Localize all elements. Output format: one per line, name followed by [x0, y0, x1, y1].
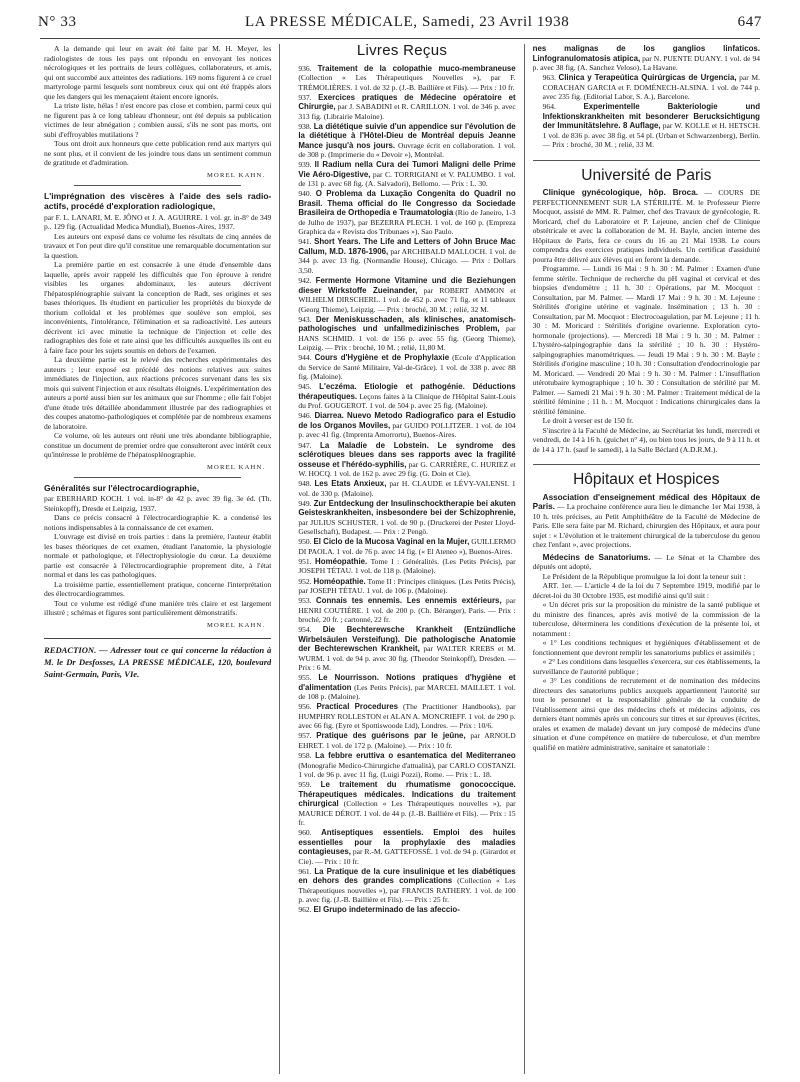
book-title: La Pratique de la cure insulinique et les diabétiques en dehors des grandes complications: [298, 866, 516, 886]
column-2: [288, 44, 515, 1074]
book-details: (Ecole d'Application du Service de Santé Militaire, Val-de-Grâce). 1 vol. de 338 p. avec 88 fig. (Maloine).: [298, 353, 516, 382]
book-details: (Collection « Les Thérapeutiques Nouvelles »), par F. TRÉMOLIÈRES. 1 vol. de 32 p. (J.-B. Baillière et Fils). — Prix : 10 fr.: [298, 73, 516, 92]
book-title: Traitement de la colopathie muco-membraneuse: [317, 63, 516, 73]
book-title: Homéopathie.: [313, 576, 366, 586]
book-details: (Les Petits Précis), par MARCEL MAILLET. 1 vol. de 108 p. (Maloine).: [298, 682, 516, 702]
paragraph: « 2° Les conditions dans lesquelles s'exercera, sur ces établissements, la surveillance de l'autorité publique ;: [532, 657, 760, 676]
book-title: Fermente Hormone Vitamine und die Beziehungen dieser Wirkstoffe Zueinander,: [298, 276, 516, 295]
book-title: El Grupo indeterminado de las afeccio-: [313, 905, 460, 915]
book-entry: [288, 189, 515, 237]
book-details: par WALTER KREBS et M. WURM. 1 vol. de 94 p. avec 30 fig. (Theodor Steinkopff), Dresden. — Prix : 6 M.: [298, 644, 516, 673]
book-entry: [288, 315, 515, 353]
paragraph: « Un décret pris sur la proposition du ministre de la santé publique et du ministre des finances, après avis motivé de la commission de la tuberculose, déterminera les conditions d'exécution de la présente loi, et notamment :: [532, 600, 760, 638]
columns: [44, 44, 760, 1074]
book-title: Der Meniskusschaden, als klinisches, anatomisch-pathologisches und unfallmedizinisches Problem,: [298, 314, 516, 334]
book-details: par W. KOLLE et H. HETSCH. 1 vol. de 836 p. avec 38 fig. et 54 pl. (Urban et Schwarzenberg), Berlin. — Prix : broché, 30 M. ; relié, 33 M.: [542, 121, 760, 150]
column-separator: [524, 44, 525, 1074]
book-number: 953.: [298, 596, 312, 606]
signature: MOREL KAHN.: [206, 463, 266, 471]
book-title: Clinica y Terapeútica Quirúrgicas de Urgencia,: [558, 73, 737, 83]
book-number: 959.: [298, 780, 312, 790]
paragraph: Dans ce précis consacré à l'électrocardiographie K. a condensé les notions indispensables à la connaissance de cet examen.: [44, 513, 272, 532]
paragraph: Les auteurs ont exposé dans ce volume les résultats de cinq années de travaux et l'on peut dire qu'il constitue une remarquable documentation sur la question.: [44, 231, 272, 260]
book-details: (The Practitioner Handbooks), par HUMPHRY ROLLESTON et ALAN A. MONCRIEFF. 1 vol. de 290 p. avec 66 fig. (Eyre et Spottiswoode Ltd), Londres. — Prix : 10/6.: [298, 702, 516, 731]
paragraph: La deuxième partie est le relevé des recherches expérimentales des auteurs ; leur exposé est précédé des notions relatives aux suites immédiates de l'injection, aux réactions précoces survenant dans les six mois qui suivent l'injection et aux résultats éloignés. L'expérimentation des auteurs a porté aussi bien sur les animaux que sur l'homme ; elle fait l'objet d'une étude très détaillée abondamment illustrée par des radiographies et des coupes anatomo-pathologiques et complétée par de nombreux examens de laboratoire.: [44, 355, 272, 431]
book-entry: [288, 411, 515, 440]
book-title: O Problema da Luxação Congenita do Quadril no Brasil. Thema official do IIe Congresso da Sociedade Brasileira de Orthopedia e Traumatologia: [298, 189, 516, 218]
book-title: La febbre eruttiva o esantematica del Mediterraneo: [315, 751, 516, 761]
book-entry: [288, 353, 515, 382]
book-entry: [288, 780, 515, 828]
header-rule: [40, 38, 760, 39]
book-entry: [288, 479, 515, 498]
books-list: [533, 73, 760, 150]
book-entry: [533, 44, 760, 73]
book-details: par HANS SCHMID. 1 vol. de 156 p. avec 55 fig. (Georg Thieme), Leipzig. — Prix : broché, 10 M. ; relié, 11,80 M.: [298, 324, 516, 353]
book-number: 956.: [298, 702, 312, 712]
journal-title-date: [245, 14, 569, 31]
column-separator: [279, 44, 280, 1074]
book-details: par N. PUENTE DUANY. 1 vol. de 94 p. avec 38 fig. (A. Sanchez Veloso), La Havane.: [532, 53, 760, 72]
review-biblio: par F. L. LANARI, M. E. JÔNO et J. A. AGUIRRE. 1 vol. gr. in-8° de 349 p.. 129 fig. (Actualidad Medica Mundial), Buenos-Aires, 1937.: [44, 212, 272, 232]
book-entry: [288, 828, 515, 866]
paragraph: La première partie en est consacrée à une étude d'ensemble dans laquelle, après avoir rappelé les difficultés que l'on éprouve à rendre visibles les organes abdominaux, les auteurs décrivent l'hépatosplénographie suivant la conception de Radt, ses origines et ses bases théoriques. Ils étudient en particulier les propriétés du bioxyde de thorium colloïdal et les problèmes que soulève son emploi, ses inconvénients, l'intolérance, l'élimination et sa radioactivité. Les auteurs décrivent ici avec minutie la technique de l'injection et celle des radiographies des foie et rate ainsi que les difficultés auxquelles ils ont eu à faire face pour les sujets soumis en dehors de l'examen.: [44, 260, 272, 355]
page-number: 647: [737, 14, 762, 30]
paragraph: Ce volume, où les auteurs ont réuni une très abondante bibliographie, constitue un document de premier ordre que consulteront avec intérêt ceux qu'intéresse le problème de l'hépatosplénographie.: [44, 431, 272, 460]
book-details: Tome I : Généralités. (Les Petits Précis), par JOSEPH TÉTAU. 1 vol. de 118 p. (Maloine).: [298, 556, 516, 576]
paragraph: ART. 1er. — L'article 4 de la loi du 7 Septembre 1919, modifié par le décret-loi du 30 Octobre 1935, est modifié ainsi qu'il suit :: [532, 581, 760, 600]
column-3: [533, 44, 760, 1074]
book-details: (Monografie Medico-Chirurgiche d'attualità), par CARLO COSTANZI. 1 vol. de 96 p. avec 11 fig. (Luigi Pozzi), Rome. — Prix : L. 18.: [298, 760, 516, 780]
book-details: par M. CORACHAN GARCIA et F. DOMÉNECH-ALSINA. 1 vol. de 744 p. avec 235 fig. (Editorial Labor, S. A.), Barcelone.: [542, 73, 760, 102]
book-details: Ouvrage écrit en collaboration. 1 vol. de 308 p. (Imprimerie du « Devoir »), Montréal.: [298, 140, 516, 160]
subsection-title: Association d'enseignement médical des Hôpitaux de Paris.: [532, 492, 760, 512]
book-entry: [288, 673, 515, 702]
review-biblio: par EBERHARD KOCH. 1 vol. in-8° de 42 p. avec 39 fig. 3e éd. (Th. Steinkopff), Dresde et Leipzig, 1937.: [44, 494, 272, 513]
book-entry: [288, 499, 515, 537]
book-entry: [288, 905, 515, 915]
book-title: Zur Entdeckung der Insulinschocktherapie bei akuten Geisteskrankheiten, insbesondere bei der Schizophrenie,: [298, 498, 516, 518]
section-heading-hopitaux: Hôpitaux et Hospices: [533, 464, 760, 485]
paragraph: La triste liste, hélas ! n'est encore pas close et combien, parmi ceux qui ne figurent pas à ce long tableau d'honneur, ont été depuis sa publication victimes de leur abnégation ; combien aussi, s'ils ne sont pas morts, ont subi d'effroyables mutilations ?: [44, 101, 272, 139]
book-number: 951.: [298, 556, 312, 566]
book-number: 958.: [298, 751, 312, 761]
book-details: par R.-M. GATTEFOSSÉ. 1 vol. de 94 p. (Girardot et Cie). — Prix : 10 fr.: [298, 847, 516, 866]
paragraph: Le droit à verser est de 150 fr.: [542, 416, 634, 426]
book-entry: [288, 64, 515, 93]
signature: MOREL KAHN.: [206, 171, 266, 179]
book-number: 937.: [298, 92, 312, 102]
section-heading-livres-recus: Livres Reçus: [356, 44, 448, 59]
book-number: 940.: [298, 189, 312, 199]
review-title: L'imprégnation des viscères à l'aide des sels radio-actifs, procédé d'exploration radiologique,: [44, 191, 272, 212]
book-number: 939.: [298, 160, 312, 170]
book-title: Cours d'Hygiène et de Prophylaxie: [314, 353, 450, 363]
section-heading-universite: Université de Paris: [533, 160, 760, 181]
book-entry: [288, 702, 515, 731]
book-details: Tome II : Principes cliniques. (Les Petits Précis), par JOSEPH TÉTAU. 1 vol. de 106 p. (Maloine).: [298, 576, 516, 595]
book-entry: [288, 441, 515, 479]
issue-number: N° 33: [38, 14, 77, 30]
paragraph: Tous ont droit aux honneurs que cette publication rend aux martyrs qui ne sont plus, et il convient de les joindre tous dans un sentiment commun de gratitude et d'admiration.: [44, 139, 272, 167]
book-entry: [288, 537, 515, 556]
book-entry: [288, 160, 515, 189]
book-details: (Collection « Les Thérapeutiques nouvelles »), par FRANCIS RATHERY. 1 vol. de 100 p. avec fig. (J.-B. Baillière et Fils). — Prix : 25 fr.: [298, 876, 516, 905]
book-details: (Collection « Les Thérapeutiques nouvelles »), par MAURICE DÉROT. 1 vol. de 44 p. (J.-B. Baillière et Fils). — Prix : 15 fr.: [298, 799, 516, 828]
book-number: 947.: [298, 440, 312, 450]
book-number: 955.: [298, 673, 312, 683]
divider: [74, 185, 241, 186]
book-entry: [288, 731, 515, 750]
book-number: 963.: [542, 73, 556, 83]
book-title: nes malignas de los ganglios linfaticos. Linfogranulomatosis atipica,: [532, 44, 760, 63]
issue-date: Samedi, 23 Avril 1938: [421, 14, 570, 30]
book-title: L'eczéma. Etiologie et pathogénie. Déductions thérapeutiques.: [298, 382, 516, 401]
book-details: par JULIUS SCHUSTER. 1 vol. de 90 p. (Druckerei der Pester Lloyd-Gesellschaft), Budapest. — Prix : 2 Pengö.: [298, 517, 516, 537]
book-entry: [288, 237, 515, 275]
paragraph: La troisième partie, essentiellement pratique, concerne l'interprétation des électrocardiogrammes.: [44, 579, 272, 599]
book-title: Exercices pratiques de Médecine opératoire et Chirurgie,: [298, 92, 516, 112]
paragraph: Tout ce volume est rédigé d'une manière très claire et est largement illustré ; schémas et figures sont particulièrement démonstratifs.: [44, 598, 272, 618]
book-number: 952.: [298, 576, 312, 586]
book-details: Leçons faites à la Clinique de l'Hôpital Saint-Louis du Prof. GOUGEROT. 1 vol. de 504 p. avec 25 fig. (Maloine).: [298, 391, 516, 411]
paragraph: S'inscrire à la Faculté de Médecine, au Secrétariat les lundi, mercredi et vendredi, de 14 à 16 h. (guichet n° 4), ou bien tous les jours, de 9 à 11 h. et de 14 à 17 h. (sauf le samedi), à la Salle Béclard (A.D.R.M.).: [532, 425, 760, 454]
book-number: 957.: [298, 731, 312, 741]
book-title: Experimentelle Bakteriologie und Infektionskrankheiten mit besonderer Berucksichtigung der Immunitätslehre. 8 Auflage,: [542, 102, 760, 131]
book-title: Connais tes ennemis. Les ennemis extérieurs,: [315, 596, 502, 606]
book-details: par H. CLAUDE et LÉVY-VALENSI. 1 vol. de 330 p. (Maloine).: [298, 479, 516, 498]
book-title: Le Nourrisson. Notions pratiques d'hygiène et d'alimentation: [298, 673, 516, 692]
paragraph: A la demande qui leur en avait été faite par M. H. Meyer, les radiologistes de tous les pays ont répondu en envoyant les notices nécrologiques et les portraits de leurs collègues, collaborateurs, et amis, qui ont succombé aux atteintes des radiations. 169 noms figurent à ce cruel martyrologe parmi lesquels sont nombreux ceux qui ont été frappés alors que les dangers qui les menaçaient étaient encore ignorés.: [44, 44, 272, 101]
paragraph: Le Président de la République promulgue la loi dont la teneur suit :: [542, 571, 746, 581]
running-head: [38, 14, 762, 36]
book-number: 941.: [298, 237, 312, 247]
book-number: 942.: [298, 276, 312, 286]
book-number: 948.: [298, 479, 312, 489]
book-number: 949.: [298, 498, 312, 508]
book-number: 943.: [298, 314, 312, 324]
book-number: 938.: [298, 121, 312, 131]
book-entry: [288, 276, 515, 314]
book-title: Homéopathie.: [315, 556, 368, 566]
book-entry: [288, 625, 515, 673]
paragraph: Programme. — Lundi 16 Mai : 9 h. 30 : M. Palmer : Examen d'une femme stérile. Technique de recherche du pH vaginal et cervical et des biopsies d'endomètre ; 11 h. 30 : Opérations, par M. Mocquot : Consultation, par M. Palmer. — Mardi 17 Mai : 9 h. 30 : M. Lejeune : Stérilités d'origine utérine et vaginale. Insémination ; 13 h. 30 : Consultation, par M. Mocquot : Electrocoagulation, par M. Lejeune ; 11 h. 30 : M. Moricard : Stérilités d'origine ovarienne. Exploration cyto-hormonale (projections). — Mercredi 18 Mai : 9 h. 30 : M. Palmer : L'hystéro-salpingographie dans la stérilité ; 10 h. 30 : Hystéro-salpingographies manométriques. — Jeudi 19 Mai : 9 h. 30 : M. Bayle : Stérilités d'origine masculine ; 10 h. 30 : Consultation d'endocrinologie par M. Moricard. — Vendredi 20 Mai : 9 h. 30 : M. Palmer : L'insufflation utérotubaire kymographique ; 10 h. 30 : Consultation de stérilité par M. Palmer. — Samedi 21 Mai : 9 h. 30 : M. Palmer : Traitement médical de la stérilité féminine ; 11 h. : M. Mocquot : Indications chirurgicales dans la stérilité féminine.: [532, 264, 760, 416]
paragraph: L'ouvrage est divisé en trois parties : dans la première, l'auteur établit les bases théoriques de cet examen, étudiant l'anatomie, la physiologie normale et pathologique, et l'électrophysiologie du cœur. La deuxième partie est consacrée à l'électrocardiographie proprement dite, à l'état normal et dans les cas pathologiques.: [44, 532, 272, 580]
book-title: Diarrea. Nuevo Metodo Radiografico para el Estudio de los Organos Moviles,: [298, 411, 516, 430]
book-number: 936.: [298, 63, 312, 73]
book-entry: [288, 867, 515, 905]
book-number: 961.: [298, 866, 312, 876]
book-number: 964.: [542, 102, 556, 112]
book-details: par ROBERT AMMON et WILHELM DIRSCHERL. 1 vol. de 452 p. avec 71 fig. et 11 tableaux (Georg Thieme), Leipzig. — Prix : broché, 30 M. ; relié, 32 M.: [298, 285, 516, 314]
book-number: 950.: [298, 537, 312, 547]
book-details: par GUIDO POLLITZER. 1 vol. de 104 p. avec 41 fig. (Imprenta Amorrortu), Buenos-Aires.: [298, 420, 516, 440]
book-details: par G. CARRIÈRE, C. HURIEZ et W. HOCQ. 1 vol. de 162 p. avec 29 fig. (G. Doin et Cie).: [298, 459, 516, 479]
book-details: par ARCHIBALD MALLOCH. 1 vol. de 344 p. avec 13 fig. (Normandie House), Chicago. — Prix : Dollars 3,50.: [298, 246, 516, 275]
paragraph: « 1° Les conditions techniques et hygiéniques d'établissement et de fonctionnement que devront remplir les sanatoriums publics et assimilés ;: [532, 638, 760, 657]
review-title: Généralités sur l'électrocardiographie,: [44, 483, 200, 494]
book-number: 954.: [298, 625, 312, 635]
book-entry: [288, 93, 515, 122]
column-1: [44, 44, 271, 1074]
book-entry: [533, 102, 760, 150]
book-number: 962.: [298, 905, 312, 915]
paragraph: — Le Sénat et la Chambre des députés ont adopté,: [532, 552, 760, 572]
book-entry: [533, 73, 760, 102]
book-title: Die Bechterewsche Krankheit (Entzündliche Wirbelsäulen Versteifung). Die pathologische Anatomie der Bechterewschen Krankheit,: [298, 625, 516, 654]
book-entry: [288, 596, 515, 625]
book-entry: [288, 751, 515, 780]
book-title: Practical Procedures: [316, 702, 399, 712]
book-number: 944.: [298, 353, 312, 363]
paragraph: — La prochaine conférence aura lieu le dimanche 1er Mai 1938, à 10 h. très précises, au Petit Amphithéâtre de la Faculté de Médecine de Paris. Elle sera faite par M. Richard, chirurgien des Hôpitaux, et aura pour sujet : « L'évolution et le traitement chirurgical de la tuberculose du genou chez l'enfant », avec projections.: [532, 502, 760, 550]
book-title: Le traitement du rhumatisme gonococcique. Thérapeutiques médicales. Indications du traitement chirurgical: [298, 780, 516, 809]
book-details: par J. SABADINI et R. CARILLON. 1 vol. de 346 p. avec 313 fig. (Librairie Maloine).: [298, 102, 516, 121]
divider: [74, 477, 241, 478]
book-title: El Ciclo de la Mucosa Vaginal en la Mujer,: [313, 537, 470, 547]
paragraph: « 3° Les conditions de recrutement et de nomination des médecins directeurs des sanatoriums publics auxquels appartiennent l'autorité sur tout le personnel et la responsabilité générale de la conduite de l'établissement ainsi que des médecins chefs et médecins adjoints, ces derniers étant nommés après un concours sur titres et sur épreuves (écrites, orales et examen de malade) devant un jury composé de médecins d'une situation et d'une compétence en matière de tuberculose, et d'un membre qualifié en matière administrative, sanitaire et sanatoriale :: [532, 676, 760, 752]
book-details: par C. TORRIGIANI et V. PALUMBO. 1 vol. de 131 p. avec 68 fig. (A. Salvadori), Bellomo. — Prix : L. 30.: [298, 169, 516, 189]
book-entry: [288, 382, 515, 411]
book-details: (Rio de Janeiro, 1-3 de Julho de 1937), par BEZERRA PLECH. 1 vol. de 160 p. (Empreza Graphica da « Revista dos Tribunaes »), Sao Paulo.: [298, 208, 516, 237]
redaction-notice: REDACTION. — Adresser tout ce qui concerne la rédaction à M. le Dr Desfosses, LA PRESSE MÉDICALE, 120, boulevard Saint-Germain, Paris, VIe.: [44, 638, 271, 680]
book-title: Short Years. The Life and Letters of John Bruce Mac Callum, M.D. 1876-1906,: [298, 237, 516, 256]
book-title: Il Radium nella Cura dei Tumori Maligni delle Prime Vie Aéro-Digestive,: [298, 160, 516, 179]
book-title: La diététique suivie d'un appendice sur l'évolution de la diététique à l'Hôtel-Dieu de Montréal depuis Jeanne Mance jusqu'à nos jours.: [298, 121, 516, 150]
journal-title: LA PRESSE MÉDICALE,: [244, 14, 418, 30]
book-entry: [288, 557, 515, 576]
book-entry: [288, 122, 515, 160]
subsection-title: Clinique gynécologique, hôp. Broca.: [542, 188, 699, 198]
book-title: Les Etats Anxieux,: [314, 479, 387, 489]
books-list: [288, 64, 515, 915]
subsection-title: Médecins de Sanatoriums.: [542, 552, 651, 562]
book-title: La Maladie de Lobstein. Le syndrome des sclérotiques bleues dans ses rapports avec la fragilité osseuse et l'hérédo-syphilis,: [298, 440, 516, 469]
book-number: 960.: [298, 828, 312, 838]
book-number: 946.: [298, 411, 312, 421]
book-details: GUILLERMO DI PAOLA. 1 vol. de 76 p. avec 14 fig. (« El Ateneo »), Buenos-Aires.: [298, 537, 516, 556]
book-entry: [288, 577, 515, 596]
paragraph: — COURS DE PERFECTIONNEMENT SUR LA STÉRILITÉ. M. le Professeur Pierre Mocquot, assisté de MM. R. Palmer, chef des Travaux de gynécologie, R. Moricard, chef du Laboratoire et P. Lejeune, ancien chef de Clinique obstétricale et avec la collaboration de M. H. Bayle, ancien interne des Hôpitaux de Paris, fera ce cours du 16 au 21 Mai 1938. Le cours comprendra des exercices pratiques individuels. Un certificat d'assiduité pourra être délivré aux élèves qui en feront la demande.: [532, 188, 760, 264]
signature: MOREL KAHN.: [206, 621, 266, 629]
book-number: 945.: [298, 382, 312, 392]
book-details: par ARNOLD EHRET. 1 vol. de 172 p. (Maloine). — Prix : 10 fr.: [298, 731, 516, 750]
book-details: par HENRI COUTIÈRE. 1 vol. de 200 p. (Ch. Béranger), Paris. — Prix : broché, 20 fr. ; cartonné, 22 fr.: [298, 596, 516, 625]
book-title: Antiseptiques essentiels. Emploi des huiles essentielles pour la prophylaxie des maladies contagieuses,: [298, 828, 516, 857]
book-title: Pratique des guérisons par le jeûne,: [316, 731, 466, 741]
